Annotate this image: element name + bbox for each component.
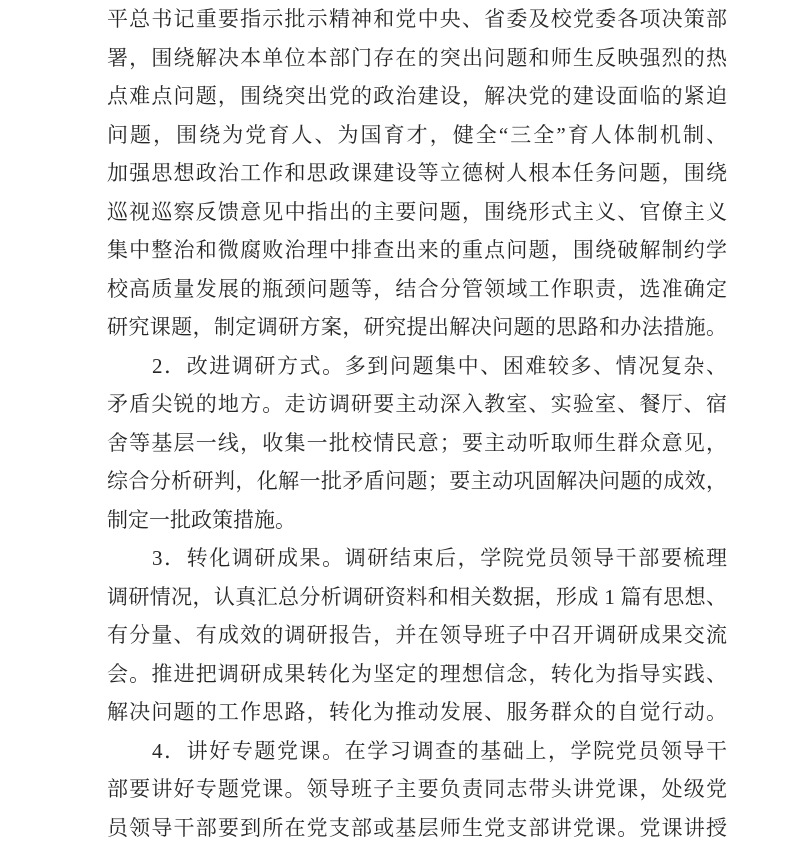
text-line: 署，围绕解决本单位本部门存在的突出问题和师生反映强烈的热	[107, 45, 727, 70]
text-line: 制定一批政策措施。	[107, 507, 296, 532]
text-line: 3．转化调研成果。调研结束后，学院党员领导干部要梳理	[152, 546, 727, 570]
text-line: 部要讲好专题党课。领导班子主要负责同志带头讲党课，处级党	[107, 777, 727, 801]
text-line: 校高质量发展的瓶颈问题等，结合分管领域工作职责，选准确定	[107, 276, 727, 301]
text-line: 调研情况，认真汇总分析调研资料和相关数据，形成 1 篇有思想、	[107, 584, 727, 609]
text-line: 研究课题，制定调研方案，研究提出解决问题的思路和办法措施。	[107, 315, 727, 339]
document-text	[107, 0, 727, 847]
text-line: 矛盾尖锐的地方。走访调研要主动深入教室、实验室、餐厅、宿	[107, 392, 727, 416]
text-line: 员领导干部要到所在党支部或基层师生党支部讲党课。党课讲授	[107, 815, 727, 840]
text-line: 平总书记重要指示批示精神和党中央、省委及校党委各项决策部	[107, 7, 727, 31]
text-line: 巡视巡察反馈意见中指出的主要问题，围绕形式主义、官僚主义	[107, 199, 727, 224]
text-line: 点难点问题，围绕突出党的政治建设，解决党的建设面临的紧迫	[107, 84, 727, 108]
text-line: 综合分析研判，化解一批矛盾问题；要主动巩固解决问题的成效，	[107, 469, 727, 493]
text-line: 2．改进调研方式。多到问题集中、困难较多、情况复杂、	[152, 353, 727, 378]
text-line: 问题，围绕为党育人、为国育才，健全“三全”育人体制机制、	[107, 122, 727, 147]
text-line: 会。推进把调研成果转化为坚定的理想信念，转化为指导实践、	[107, 661, 727, 686]
text-line: 4．讲好专题党课。在学习调查的基础上，学院党员领导干	[152, 738, 727, 763]
text-line: 解决问题的工作思路，转化为推动发展、服务群众的自觉行动。	[107, 700, 727, 724]
text-line: 舍等基层一线，收集一批校情民意；要主动听取师生群众意见，	[107, 430, 727, 455]
text-line: 集中整治和微腐败治理中排查出来的重点问题，围绕破解制约学	[107, 238, 727, 262]
text-line: 有分量、有成效的调研报告，并在领导班子中召开调研成果交流	[107, 623, 727, 647]
text-line: 加强思想政治工作和思政课建设等立德树人根本任务问题，围绕	[107, 161, 727, 185]
